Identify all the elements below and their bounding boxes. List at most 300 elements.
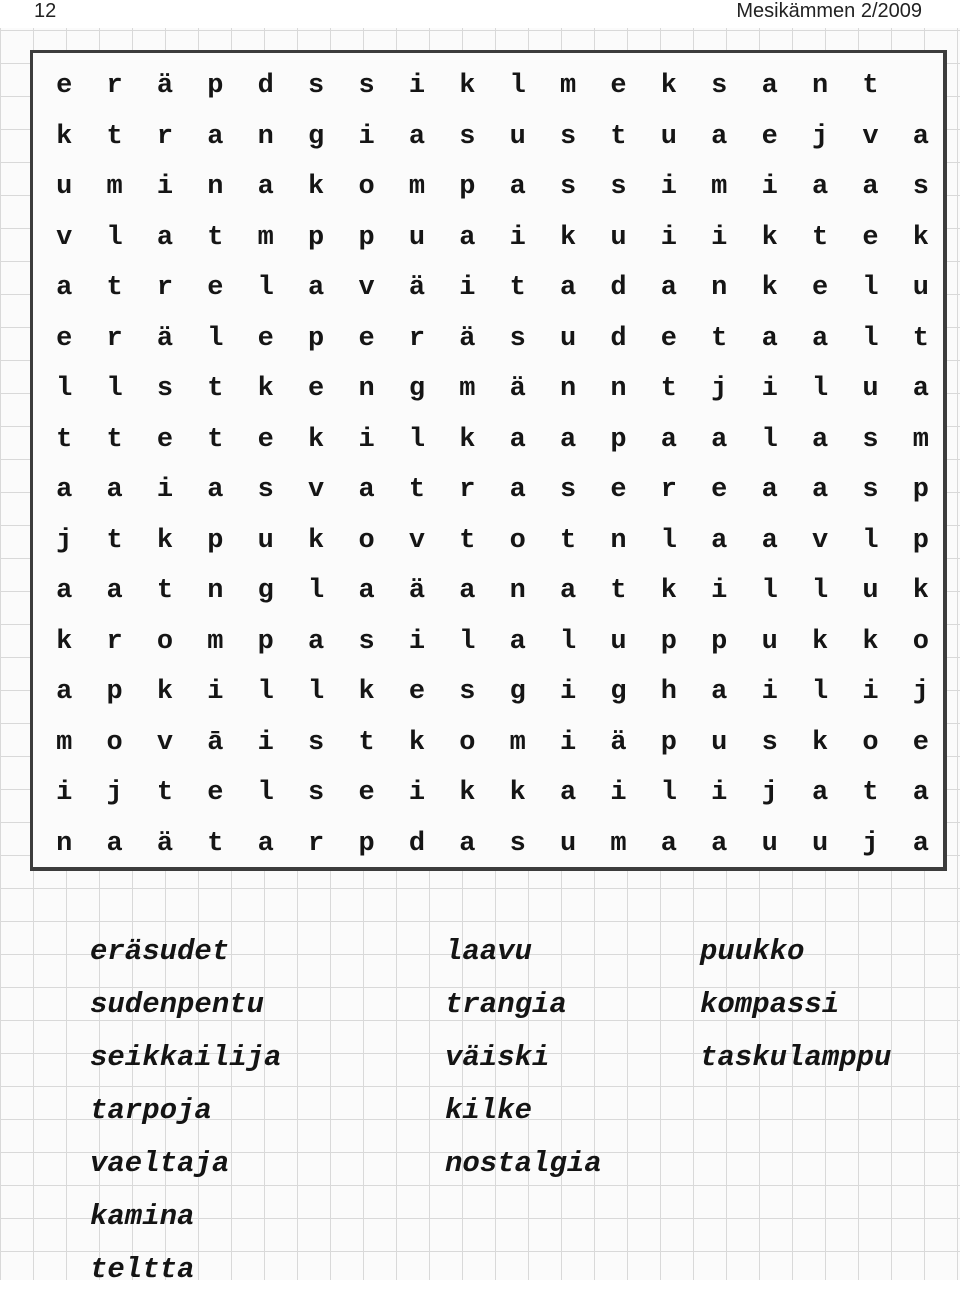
grid-letter: t: [358, 727, 375, 758]
grid-letter: h: [660, 677, 677, 708]
grid-letter: a: [912, 828, 929, 859]
grid-letter: d: [610, 273, 627, 304]
grid-letter: o: [358, 525, 375, 556]
grid-letter: j: [862, 828, 879, 859]
grid-letter: a: [761, 323, 778, 354]
grid-letter: l: [408, 424, 426, 455]
grid-letter: a: [509, 172, 526, 203]
word-list-column-3: [700, 925, 891, 1084]
grid-letter: n: [257, 121, 274, 152]
grid-letter: p: [308, 222, 325, 253]
word-list-item: kamina: [90, 1200, 195, 1233]
grid-letter: t: [459, 525, 476, 556]
grid-letter: n: [610, 525, 627, 556]
grid-letter: t: [610, 121, 627, 152]
grid-letter: i: [560, 677, 577, 708]
grid-letter: e: [912, 727, 929, 758]
grid-letter: u: [660, 121, 677, 152]
grid-letter: i: [711, 222, 728, 253]
grid-letter: l: [811, 576, 829, 607]
grid-letter: o: [862, 727, 879, 758]
grid-letter: t: [811, 222, 829, 253]
grid-letter: u: [862, 374, 879, 405]
grid-letter: e: [56, 323, 73, 354]
grid-letter: l: [811, 677, 829, 708]
grid-letter: s: [358, 626, 375, 657]
grid-letter: i: [408, 626, 426, 657]
grid-letter: k: [56, 121, 73, 152]
grid-letter: t: [207, 424, 224, 455]
grid-letter: p: [207, 525, 224, 556]
grid-letter: d: [257, 71, 274, 102]
grid-letter: a: [106, 475, 123, 506]
grid-letter: i: [358, 121, 375, 152]
grid-letter: m: [459, 374, 476, 405]
grid-letter: k: [308, 424, 325, 455]
grid-letter: a: [207, 475, 224, 506]
grid-letter: i: [358, 424, 375, 455]
word-list-column-1: [90, 925, 281, 1296]
grid-letter: k: [308, 525, 325, 556]
grid-letter: d: [610, 323, 627, 354]
grid-letter: v: [811, 525, 829, 556]
grid-letter: m: [207, 626, 224, 657]
grid-letter: p: [459, 172, 476, 203]
grid-letter: k: [509, 778, 526, 809]
grid-letter: l: [257, 677, 274, 708]
grid-letter: e: [408, 677, 426, 708]
grid-letter: u: [560, 323, 577, 354]
grid-letter: p: [610, 424, 627, 455]
grid-letter: o: [912, 626, 929, 657]
grid-letter: n: [711, 273, 728, 304]
grid-letter: ā: [207, 727, 224, 758]
grid-letter: e: [358, 323, 375, 354]
grid-letter: i: [610, 778, 627, 809]
grid-letter: s: [560, 121, 577, 152]
grid-letter: e: [257, 424, 274, 455]
grid-letter: a: [811, 778, 829, 809]
grid-letter: a: [106, 828, 123, 859]
grid-letter: k: [560, 222, 577, 253]
grid-letter: a: [408, 121, 426, 152]
grid-letter: i: [156, 475, 174, 506]
grid-letter: s: [509, 323, 526, 354]
grid-letter: l: [509, 71, 526, 102]
grid-letter: m: [560, 71, 577, 102]
grid-letter: g: [408, 374, 426, 405]
word-list-item: kompassi: [700, 988, 840, 1021]
grid-letter: k: [257, 374, 274, 405]
grid-letter: l: [106, 374, 123, 405]
grid-letter: l: [862, 273, 879, 304]
grid-letter: i: [560, 727, 577, 758]
grid-letter: a: [560, 778, 577, 809]
grid-letter: e: [207, 778, 224, 809]
grid-letter: t: [156, 576, 174, 607]
grid-letter: t: [560, 525, 577, 556]
grid-letter: m: [106, 172, 123, 203]
grid-letter: p: [308, 323, 325, 354]
grid-letter: n: [358, 374, 375, 405]
grid-letter: r: [106, 626, 123, 657]
grid-letter: a: [560, 576, 577, 607]
grid-letter: n: [509, 576, 526, 607]
grid-letter: k: [156, 525, 174, 556]
grid-letter: n: [610, 374, 627, 405]
grid-letter: o: [509, 525, 526, 556]
grid-letter: n: [56, 828, 73, 859]
grid-letter: t: [408, 475, 426, 506]
grid-letter: u: [509, 121, 526, 152]
word-list-item: seikkailija: [90, 1041, 282, 1074]
word-list-column-2: [445, 925, 602, 1190]
grid-letter: e: [358, 778, 375, 809]
grid-letter: s: [308, 727, 325, 758]
grid-letter: l: [660, 525, 677, 556]
grid-letter: l: [257, 778, 274, 809]
grid-letter: j: [106, 778, 123, 809]
grid-letter: l: [459, 626, 476, 657]
grid-letter: e: [862, 222, 879, 253]
grid-letter: u: [257, 525, 274, 556]
grid-letter: t: [912, 323, 929, 354]
grid-letter: o: [459, 727, 476, 758]
grid-letter: s: [560, 475, 577, 506]
grid-letter: i: [761, 677, 778, 708]
grid-letter: e: [610, 475, 627, 506]
grid-letter: t: [106, 273, 123, 304]
word-list-item: väiski: [445, 1041, 550, 1074]
grid-letter: t: [862, 778, 879, 809]
grid-letter: a: [811, 475, 829, 506]
grid-letter: k: [912, 222, 929, 253]
grid-letter: a: [509, 475, 526, 506]
grid-letter: k: [56, 626, 73, 657]
word-list-item: taskulamppu: [700, 1041, 892, 1074]
grid-letter: m: [509, 727, 526, 758]
grid-letter: g: [257, 576, 274, 607]
grid-letter: m: [610, 828, 627, 859]
grid-letter: ä: [459, 323, 476, 354]
grid-letter: j: [711, 374, 728, 405]
grid-letter: u: [408, 222, 426, 253]
grid-letter: a: [660, 273, 677, 304]
grid-letter: v: [408, 525, 426, 556]
word-list-item: sudenpentu: [90, 988, 265, 1021]
grid-letter: a: [56, 677, 73, 708]
grid-letter: l: [761, 424, 778, 455]
grid-letter: a: [912, 374, 929, 405]
grid-letter: t: [509, 273, 526, 304]
grid-letter: t: [862, 71, 879, 102]
grid-letter: t: [156, 778, 174, 809]
grid-letter: a: [308, 626, 325, 657]
magazine-title: Mesikämmen 2/2009: [736, 0, 922, 22]
grid-letter: v: [308, 475, 325, 506]
grid-letter: m: [56, 727, 73, 758]
grid-letter: l: [207, 323, 224, 354]
grid-letter: u: [56, 172, 73, 203]
grid-letter: a: [156, 222, 174, 253]
grid-letter: t: [207, 222, 224, 253]
grid-letter: u: [610, 626, 627, 657]
grid-letter: t: [610, 576, 627, 607]
grid-letter: v: [156, 727, 174, 758]
grid-letter: l: [660, 778, 677, 809]
grid-letter: s: [257, 475, 274, 506]
grid-letter: r: [459, 475, 476, 506]
grid-letter: l: [257, 273, 274, 304]
grid-letter: ä: [156, 71, 174, 102]
word-list-item: nostalgia: [445, 1147, 602, 1180]
grid-letter: a: [711, 424, 728, 455]
grid-letter: k: [761, 273, 778, 304]
grid-letter: e: [56, 71, 73, 102]
grid-letter: r: [408, 323, 426, 354]
grid-letter: k: [408, 727, 426, 758]
grid-letter: r: [156, 273, 174, 304]
grid-letter: k: [459, 778, 476, 809]
grid-letter: a: [308, 273, 325, 304]
grid-letter: p: [358, 828, 375, 859]
grid-letter: s: [459, 677, 476, 708]
grid-letter: n: [207, 172, 224, 203]
grid-letter: k: [358, 677, 375, 708]
grid-letter: v: [358, 273, 375, 304]
grid-letter: ä: [509, 374, 526, 405]
grid-letter: o: [358, 172, 375, 203]
grid-letter: r: [156, 121, 174, 152]
grid-letter: a: [711, 525, 728, 556]
grid-letter: k: [459, 424, 476, 455]
grid-letter: l: [811, 374, 829, 405]
grid-letter: i: [408, 778, 426, 809]
grid-letter: a: [660, 828, 677, 859]
grid-letter: l: [56, 374, 73, 405]
word-list-item: puukko: [700, 935, 805, 968]
grid-letter: a: [711, 828, 728, 859]
grid-letter: k: [811, 727, 829, 758]
grid-letter: p: [660, 727, 677, 758]
grid-letter: ä: [156, 828, 174, 859]
grid-letter: k: [761, 222, 778, 253]
grid-letter: s: [862, 424, 879, 455]
grid-letter: s: [358, 71, 375, 102]
grid-letter: a: [459, 222, 476, 253]
grid-letter: j: [761, 778, 778, 809]
grid-letter: e: [257, 323, 274, 354]
grid-letter: t: [207, 828, 224, 859]
grid-letter: i: [761, 172, 778, 203]
page-header: [0, 0, 960, 28]
grid-letter: p: [912, 475, 929, 506]
grid-letter: m: [408, 172, 426, 203]
grid-letter: a: [811, 172, 829, 203]
grid-letter: i: [207, 677, 224, 708]
word-list-item: tarpoja: [90, 1094, 212, 1127]
grid-letter: r: [660, 475, 677, 506]
grid-letter: s: [308, 778, 325, 809]
grid-letter: v: [56, 222, 73, 253]
grid-letter: v: [862, 121, 879, 152]
grid-letter: s: [862, 475, 879, 506]
word-search-frame: [30, 50, 947, 871]
grid-letter: m: [912, 424, 929, 455]
grid-letter: d: [408, 828, 426, 859]
grid-letter: s: [711, 71, 728, 102]
word-list-item: eräsudet: [90, 935, 230, 968]
grid-letter: l: [106, 222, 123, 253]
grid-letter: t: [660, 374, 677, 405]
grid-letter: i: [509, 222, 526, 253]
grid-letter: a: [207, 121, 224, 152]
grid-letter: l: [862, 323, 879, 354]
word-list-item: teltta: [90, 1253, 195, 1286]
grid-letter: u: [761, 828, 778, 859]
grid-letter: i: [711, 778, 728, 809]
grid-letter: l: [308, 677, 325, 708]
word-search-grid: [39, 61, 946, 869]
grid-letter: p: [660, 626, 677, 657]
grid-letter: e: [308, 374, 325, 405]
grid-letter: p: [912, 525, 929, 556]
grid-letter: g: [308, 121, 325, 152]
page-number: 12: [34, 0, 57, 22]
grid-letter: t: [106, 424, 123, 455]
grid-letter: p: [106, 677, 123, 708]
grid-letter: s: [761, 727, 778, 758]
grid-letter: i: [156, 172, 174, 203]
word-list-item: kilke: [445, 1094, 533, 1127]
grid-letter: u: [761, 626, 778, 657]
grid-letter: l: [761, 576, 778, 607]
grid-letter: n: [811, 71, 829, 102]
grid-letter: a: [862, 172, 879, 203]
grid-letter: a: [711, 121, 728, 152]
grid-letter: e: [207, 273, 224, 304]
grid-letter: g: [610, 677, 627, 708]
grid-letter: m: [711, 172, 728, 203]
grid-letter: a: [257, 172, 274, 203]
grid-letter: [896, 61, 946, 112]
grid-letter: e: [156, 424, 174, 455]
grid-letter: a: [459, 828, 476, 859]
grid-letter: p: [207, 71, 224, 102]
grid-letter: a: [761, 71, 778, 102]
grid-letter: n: [560, 374, 577, 405]
grid-letter: r: [106, 323, 123, 354]
grid-letter: k: [912, 576, 929, 607]
grid-letter: e: [761, 121, 778, 152]
grid-letter: p: [358, 222, 375, 253]
grid-letter: a: [912, 121, 929, 152]
grid-letter: a: [811, 424, 829, 455]
grid-letter: e: [660, 323, 677, 354]
grid-letter: a: [56, 576, 73, 607]
grid-letter: r: [106, 71, 123, 102]
grid-letter: i: [408, 71, 426, 102]
grid-letter: a: [358, 475, 375, 506]
grid-letter: a: [560, 424, 577, 455]
grid-letter: e: [610, 71, 627, 102]
grid-letter: a: [811, 323, 829, 354]
grid-letter: j: [811, 121, 829, 152]
grid-letter: i: [761, 374, 778, 405]
grid-letter: s: [560, 172, 577, 203]
word-list-item: vaeltaja: [90, 1147, 230, 1180]
grid-letter: s: [459, 121, 476, 152]
grid-letter: u: [811, 828, 829, 859]
grid-letter: i: [862, 677, 879, 708]
grid-letter: a: [106, 576, 123, 607]
grid-letter: i: [257, 727, 274, 758]
word-list-item: trangia: [445, 988, 567, 1021]
grid-letter: l: [308, 576, 325, 607]
grid-letter: ä: [156, 323, 174, 354]
grid-letter: t: [207, 374, 224, 405]
grid-letter: k: [459, 71, 476, 102]
grid-letter: e: [811, 273, 829, 304]
grid-letter: s: [610, 172, 627, 203]
grid-letter: i: [459, 273, 476, 304]
grid-letter: e: [711, 475, 728, 506]
grid-letter: s: [509, 828, 526, 859]
grid-letter: j: [912, 677, 929, 708]
grid-letter: a: [560, 273, 577, 304]
grid-letter: t: [711, 323, 728, 354]
grid-letter: u: [560, 828, 577, 859]
grid-letter: t: [56, 424, 73, 455]
grid-letter: i: [711, 576, 728, 607]
grid-letter: a: [358, 576, 375, 607]
grid-letter: a: [711, 677, 728, 708]
grid-letter: i: [56, 778, 73, 809]
grid-letter: k: [156, 677, 174, 708]
grid-letter: g: [509, 677, 526, 708]
grid-letter: p: [711, 626, 728, 657]
grid-letter: a: [509, 626, 526, 657]
grid-letter: a: [257, 828, 274, 859]
grid-letter: r: [308, 828, 325, 859]
grid-letter: k: [660, 576, 677, 607]
grid-letter: s: [156, 374, 174, 405]
grid-letter: a: [459, 576, 476, 607]
grid-letter: k: [811, 626, 829, 657]
grid-letter: j: [56, 525, 73, 556]
grid-letter: k: [862, 626, 879, 657]
grid-letter: l: [862, 525, 879, 556]
grid-letter: m: [257, 222, 274, 253]
grid-letter: t: [106, 121, 123, 152]
grid-letter: i: [660, 222, 677, 253]
grid-letter: n: [207, 576, 224, 607]
grid-letter: s: [308, 71, 325, 102]
grid-letter: o: [106, 727, 123, 758]
grid-letter: u: [912, 273, 929, 304]
grid-letter: u: [862, 576, 879, 607]
grid-letter: p: [257, 626, 274, 657]
grid-letter: k: [660, 71, 677, 102]
grid-letter: ä: [408, 576, 426, 607]
grid-letter: i: [660, 172, 677, 203]
grid-letter: u: [711, 727, 728, 758]
grid-letter: a: [56, 475, 73, 506]
grid-letter: a: [509, 424, 526, 455]
grid-letter: u: [610, 222, 627, 253]
grid-letter: s: [912, 172, 929, 203]
grid-letter: a: [660, 424, 677, 455]
